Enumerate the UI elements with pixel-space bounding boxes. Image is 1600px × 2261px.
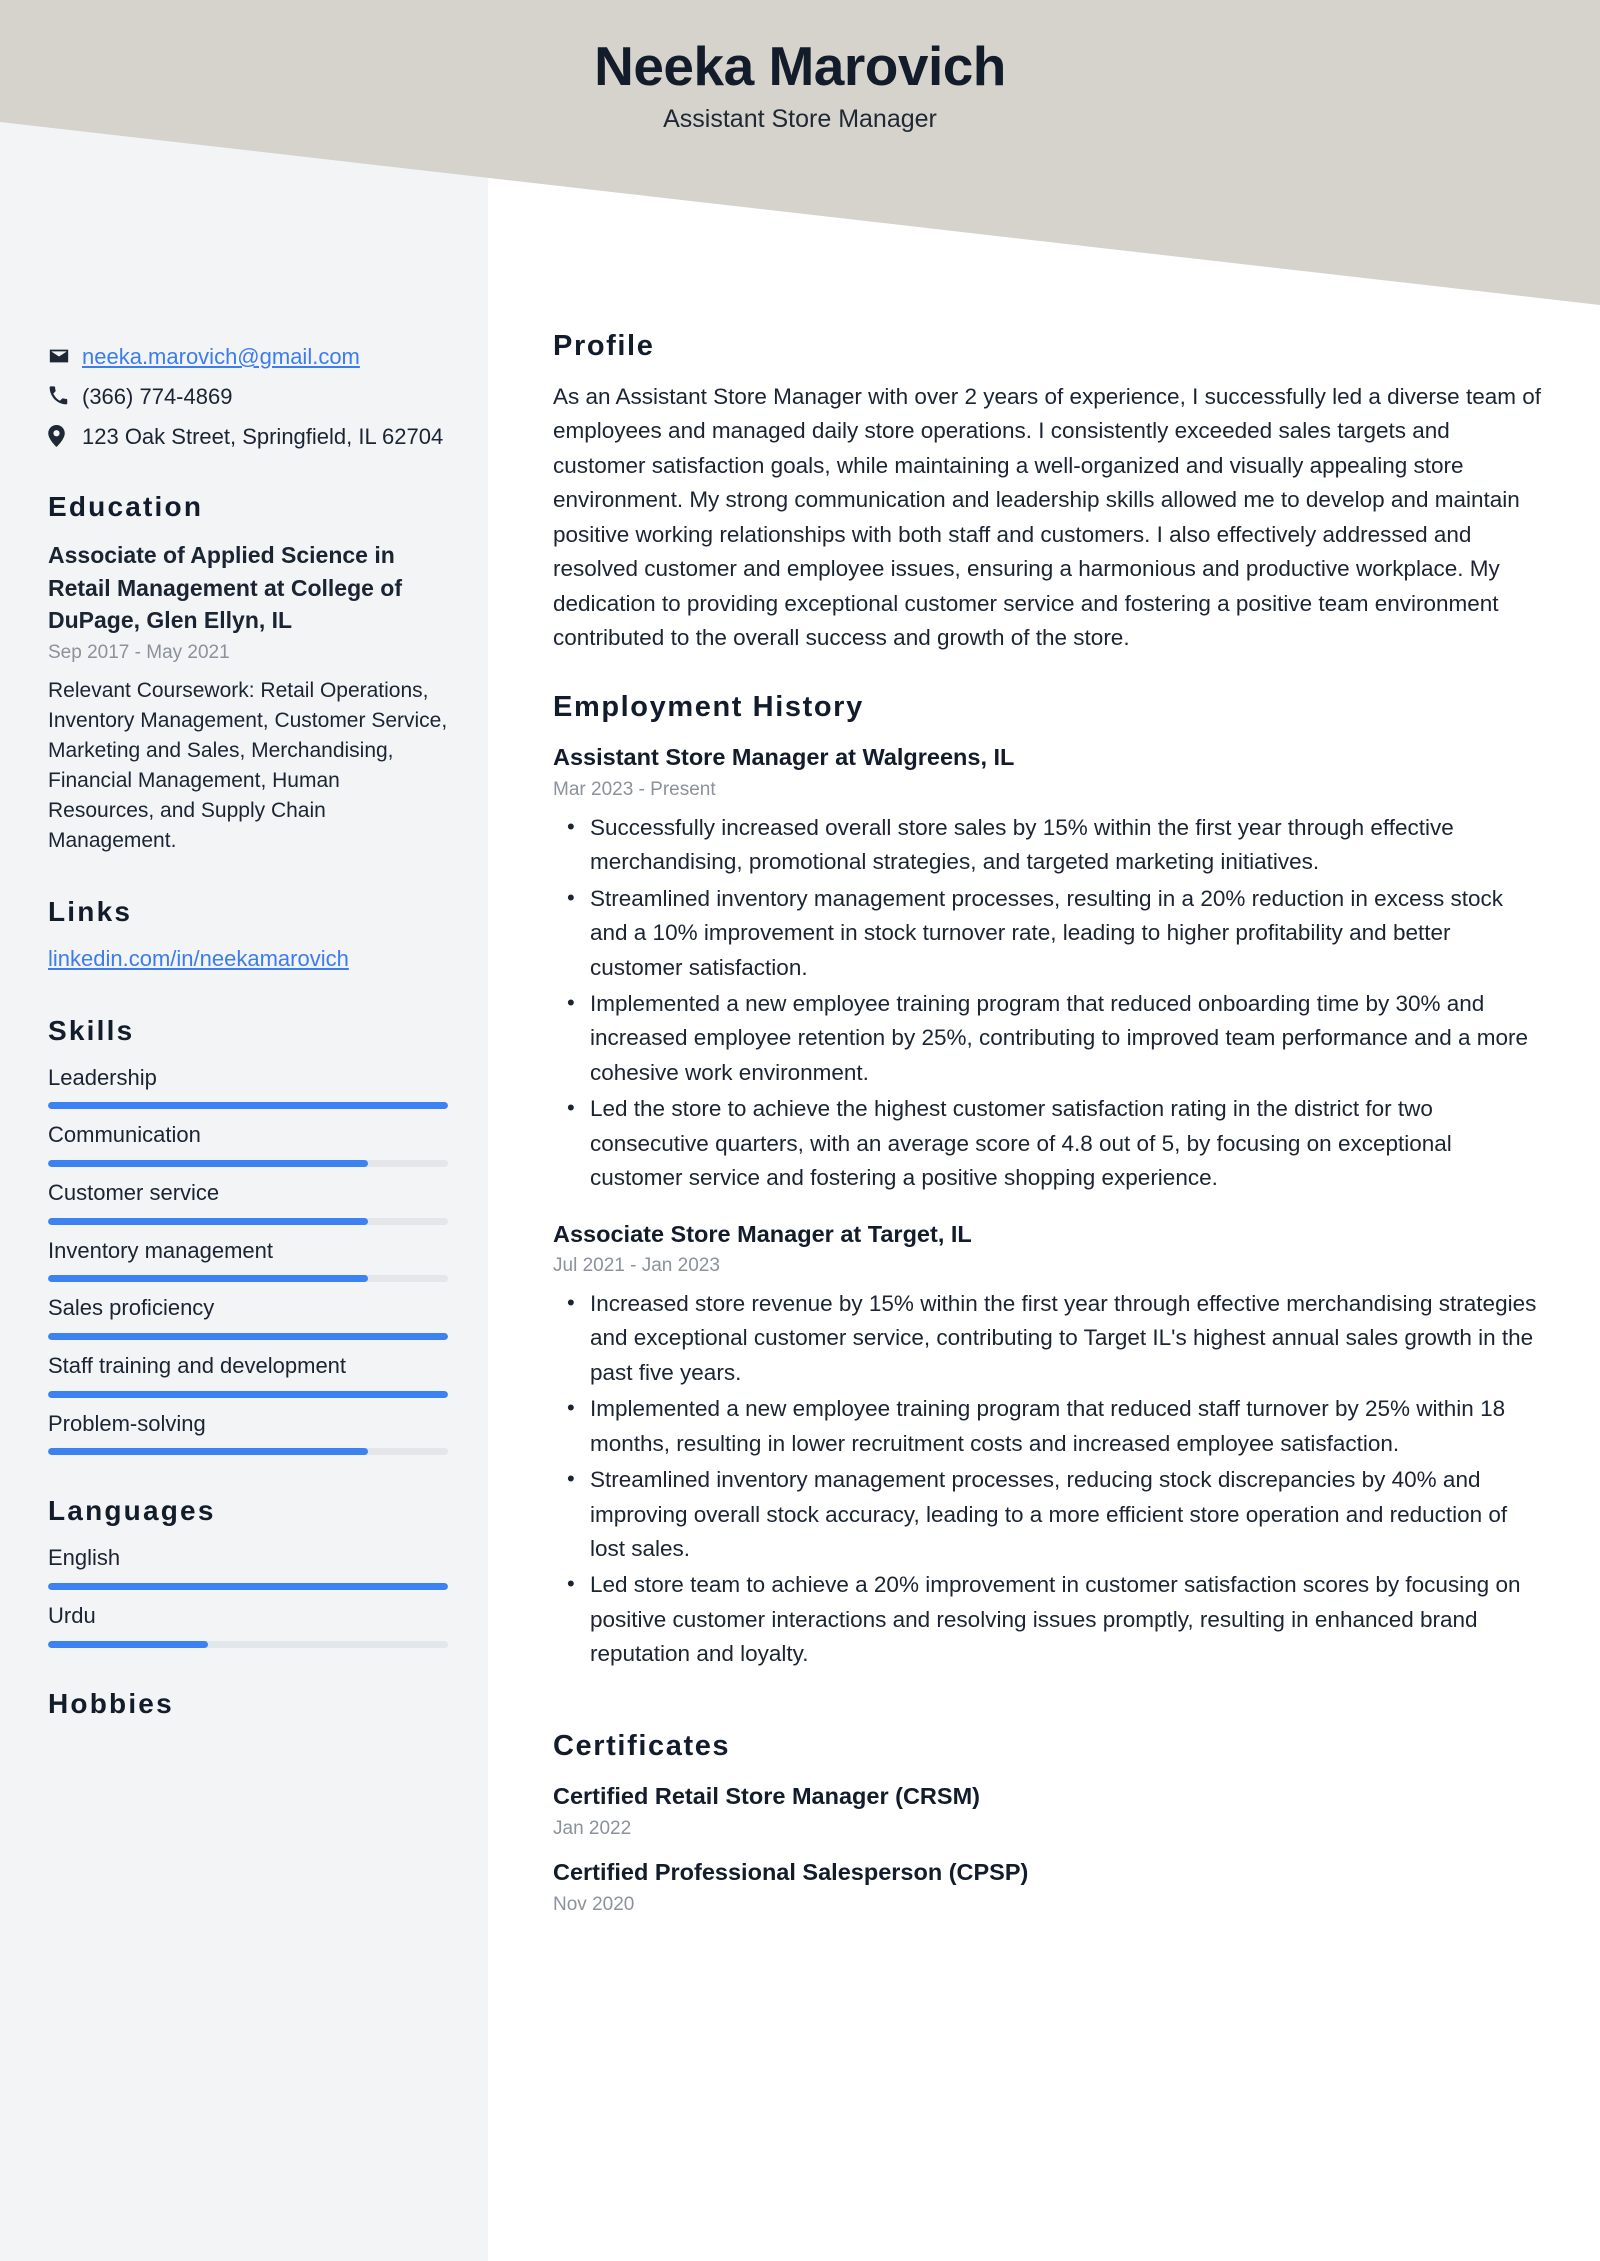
job-bullet: • Implemented a new employee training program that reduced staff turnover by 25% within 18 months, resulting in lower recruitment costs and increased employee satisfaction. — [553, 1392, 1543, 1461]
page-title: Neeka Marovich — [594, 35, 1006, 97]
job-title: Associate Store Manager at Target, IL — [553, 1220, 972, 1247]
language-track — [48, 1641, 448, 1648]
job-date: Mar 2023 - Present — [553, 779, 716, 801]
skill-fill — [48, 1391, 448, 1398]
job-title: Assistant Store Manager at Walgreens, IL — [553, 744, 1015, 771]
envelope-icon — [48, 342, 82, 367]
sidebar — [0, 0, 488, 1736]
job-bullet: • Implemented a new employee training program that reduced onboarding time by 30% and increased employee retention by 25%, contributing to improved team performance and a more cohesive work environment. — [553, 987, 1543, 1090]
education-date: Sep 2017 - May 2021 — [48, 642, 230, 664]
skill-fill — [48, 1218, 368, 1225]
skill-item — [48, 1178, 448, 1225]
skill-track — [48, 1218, 448, 1225]
job-bullet: • Led store team to achieve a 20% improvement in customer satisfaction scores by focusing on positive customer interactions and resolving issues promptly, resulting in enhanced brand reputation and loyalty. — [553, 1568, 1543, 1671]
hobbies-heading: Hobbies — [48, 1687, 174, 1719]
job-date: Jul 2021 - Jan 2023 — [553, 1255, 720, 1277]
education-coursework: Relevant Coursework: Retail Operations, Inventory Management, Customer Service, Marketing and Sales, Merchandising, Financial Management, Human Resources, and Supply Chain Management. — [48, 678, 448, 852]
contact-row-email — [48, 342, 448, 371]
main-column — [553, 0, 1543, 1933]
section-certificates — [553, 1730, 1543, 1919]
skill-label: Communication — [48, 1122, 201, 1148]
language-track — [48, 1583, 448, 1590]
email-link[interactable]: neeka.marovich@gmail.com — [82, 344, 360, 369]
skill-label: Leadership — [48, 1064, 157, 1090]
job-bullet: • Increased store revenue by 15% within the first year through effective merchandising strategies and exceptional customer service, contributing to Target IL's highest annual sales growth in the past five years. — [553, 1287, 1543, 1390]
job-bullet: • Successfully increased overall store sales by 15% within the first year through effective merchandising, promotional strategies, and targeted marketing initiatives. — [553, 811, 1543, 880]
sidebar-section-languages — [48, 1495, 488, 1647]
languages-heading: Languages — [48, 1495, 216, 1527]
job-bullet: • Streamlined inventory management processes, reducing stock discrepancies by 40% and improving overall stock accuracy, leading to a more efficient store operation and reduction of lost sales. — [553, 1463, 1543, 1566]
certificates-heading: Certificates — [553, 1729, 731, 1762]
skill-item — [48, 1120, 448, 1167]
education-title: Associate of Applied Science in Retail Management at College of DuPage, Glen Ellyn, IL — [48, 542, 403, 634]
skill-item — [48, 1351, 448, 1398]
languages-list — [48, 1543, 488, 1647]
job-bullets — [553, 1287, 1543, 1672]
skill-item — [48, 1409, 448, 1456]
skill-fill — [48, 1102, 448, 1109]
header-subtitle: Assistant Store Manager — [663, 104, 937, 133]
contact-row-phone — [48, 382, 448, 411]
profile-text: As an Assistant Store Manager with over 2 years of experience, I successfully led a diverse team of employees and managed daily store operations. I consistently exceeded sales targets and customer satisfaction goals, while maintaining a well-organized and visually appealing store environment. My strong communication and leadership skills allowed me to develop and maintain positive working relationships with both staff and customers. I also effectively addressed and resolved customer and employee issues, ensuring a harmonious and productive workplace. My dedication to providing exceptional customer service and fostering a positive team environment contributed to the overall success and growth of the store. — [553, 384, 1541, 650]
skills-heading: Skills — [48, 1014, 135, 1046]
sidebar-section-links — [48, 896, 488, 975]
job-bullet: • Led the store to achieve the highest customer satisfaction rating in the district for two consecutive quarters, with an average score of 4.8 out of 5, by focusing on exceptional customer service and fostering a positive shopping experience. — [553, 1092, 1543, 1195]
certificate-name: Certified Retail Store Manager (CRSM) — [553, 1782, 980, 1809]
job-entry — [553, 1218, 1543, 1672]
contact-value-phone: (366) 774-4869 — [82, 384, 233, 410]
job-bullets — [553, 811, 1543, 1196]
skill-item — [48, 1236, 448, 1283]
links-heading: Links — [48, 895, 133, 927]
skill-fill — [48, 1160, 368, 1167]
job-entry — [553, 741, 1543, 1195]
certificate-entry — [553, 1780, 1543, 1842]
job-bullet: • Streamlined inventory management processes, resulting in a 20% reduction in excess stock and a 10% improvement in stock turnover rate, leading to higher profitability and better customer satisfaction. — [553, 882, 1543, 985]
sidebar-section-education — [48, 491, 488, 856]
links-list — [48, 944, 488, 975]
language-item — [48, 1543, 448, 1590]
language-label: Urdu — [48, 1603, 96, 1629]
education-entry — [48, 539, 488, 856]
certificate-date: Jan 2022 — [553, 1817, 632, 1839]
skill-item — [48, 1063, 448, 1110]
skill-label: Sales proficiency — [48, 1295, 215, 1321]
skill-track — [48, 1275, 448, 1282]
skill-track — [48, 1102, 448, 1109]
skill-track — [48, 1333, 448, 1340]
location-pin-icon — [48, 422, 82, 447]
language-fill — [48, 1641, 208, 1648]
certificate-name: Certified Professional Salesperson (CPSP) — [553, 1859, 1029, 1886]
contact-value-email — [82, 342, 448, 371]
section-profile — [553, 330, 1543, 655]
skill-item — [48, 1293, 448, 1340]
skill-fill — [48, 1448, 368, 1455]
skills-list — [48, 1063, 488, 1456]
skill-label: Staff training and development — [48, 1352, 347, 1378]
phone-icon — [48, 382, 82, 406]
sidebar-section-hobbies — [48, 1688, 488, 1720]
contact-value-address: 123 Oak Street, Springfield, IL 62704 — [82, 424, 444, 450]
language-fill — [48, 1583, 448, 1590]
language-label: English — [48, 1545, 121, 1571]
spacer — [553, 1694, 1543, 1730]
employment-heading: Employment History — [553, 691, 864, 724]
skill-label: Customer service — [48, 1179, 220, 1205]
jobs-list — [553, 741, 1543, 1671]
certificate-date: Nov 2020 — [553, 1894, 635, 1915]
sidebar-section-skills — [48, 1015, 488, 1456]
certificates-list — [553, 1780, 1543, 1919]
linkedin-link[interactable]: linkedin.com/in/neekamarovich — [48, 945, 349, 971]
contact-list — [48, 342, 448, 451]
language-item — [48, 1601, 448, 1648]
skill-fill — [48, 1275, 368, 1282]
profile-heading: Profile — [553, 330, 655, 362]
skill-track — [48, 1160, 448, 1167]
skill-track — [48, 1391, 448, 1398]
certificate-entry — [553, 1856, 1543, 1918]
skill-label: Inventory management — [48, 1237, 274, 1263]
skill-track — [48, 1448, 448, 1455]
spacer — [553, 655, 1543, 691]
education-heading: Education — [48, 491, 204, 523]
section-employment — [553, 691, 1543, 1671]
contact-row-address — [48, 422, 448, 451]
skill-fill — [48, 1333, 448, 1340]
skill-label: Problem-solving — [48, 1410, 206, 1436]
